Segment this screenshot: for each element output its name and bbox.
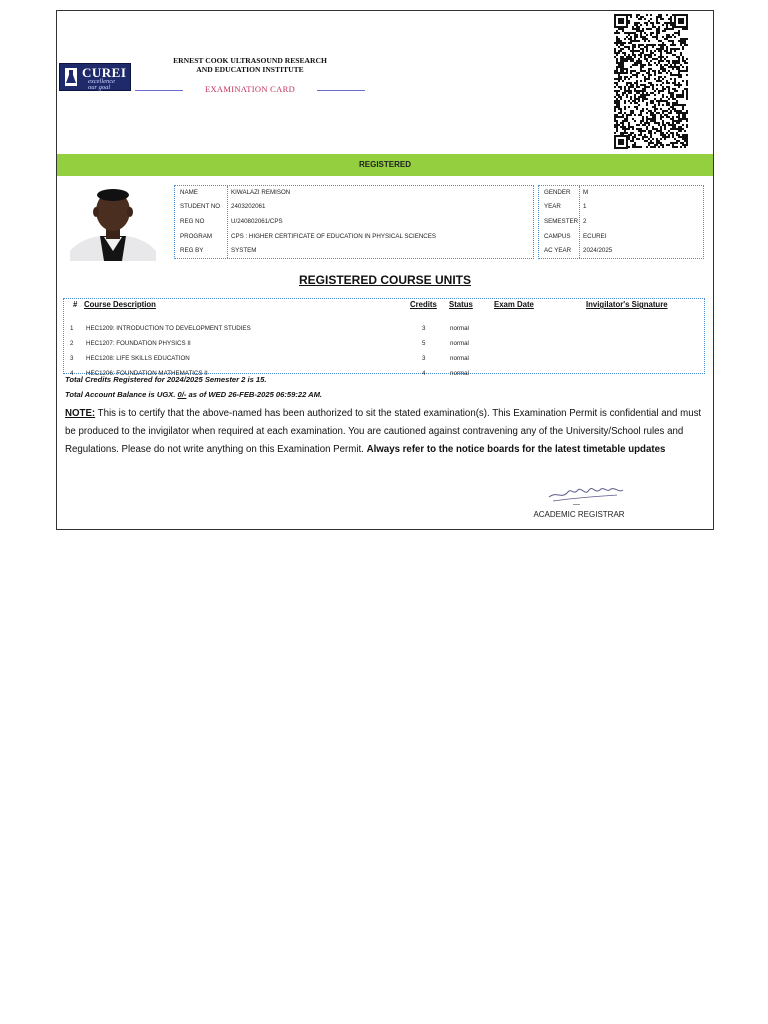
row-number: 3 <box>70 355 74 362</box>
info-row-reg-by <box>175 244 533 257</box>
col-header-exam-date: Exam Date <box>494 300 534 309</box>
info-label: REG NO <box>180 218 205 225</box>
ecurei-logo <box>59 63 131 91</box>
student-info-right <box>538 185 704 259</box>
institute-line-1: ERNEST COOK ULTRASOUND RESEARCH <box>173 56 327 65</box>
course-status: normal <box>450 325 469 332</box>
card-title: EXAMINATION CARD <box>204 84 296 94</box>
institute-line-2: AND EDUCATION INSTITUTE <box>196 65 304 74</box>
course-description: HEC1207: FOUNDATION PHYSICS II <box>86 340 191 347</box>
col-header-credits: Credits <box>410 300 437 309</box>
registrar-label: ACADEMIC REGISTRAR <box>533 510 625 519</box>
row-number: 1 <box>70 325 74 332</box>
account-balance <box>65 390 322 399</box>
info-row-name <box>175 186 533 199</box>
course-status: normal <box>450 340 469 347</box>
table-row <box>64 355 704 369</box>
permit-note <box>65 405 705 458</box>
gender-value: M <box>583 189 589 196</box>
student-number: 2403202061 <box>231 203 266 210</box>
info-label: YEAR <box>544 203 561 210</box>
info-label: NAME <box>180 189 198 196</box>
info-row-campus <box>539 230 703 243</box>
course-status: normal <box>450 370 469 377</box>
course-credits: 3 <box>422 355 426 362</box>
note-label: NOTE: <box>65 408 96 419</box>
balance-suffix: as of WED 26-FEB-2025 06:59:22 AM. <box>188 390 323 399</box>
flask-icon <box>65 68 77 86</box>
semester-value: 2 <box>583 218 587 225</box>
logo-tagline-2: our goal <box>88 84 111 91</box>
table-row <box>64 325 704 339</box>
course-status: normal <box>450 355 469 362</box>
course-credits: 4 <box>422 370 426 377</box>
signature-dash: — <box>573 501 580 508</box>
courses-table <box>63 298 705 377</box>
campus-value: ECUREI <box>583 233 607 240</box>
col-header-description: Course Description <box>84 300 156 309</box>
registrar-signature <box>547 481 627 503</box>
registered-by: SYSTEM <box>231 247 257 254</box>
info-row-gender <box>539 186 703 199</box>
examination-card <box>56 10 714 530</box>
col-header-signature: Invigilator's Signature <box>586 300 668 309</box>
row-number: 2 <box>70 340 74 347</box>
registration-number: U/240802061/CPS <box>231 218 283 225</box>
student-photo <box>70 181 156 261</box>
logo-tagline-1: excellence <box>88 78 116 85</box>
course-credits: 3 <box>422 325 426 332</box>
info-label: PROGRAM <box>180 233 212 240</box>
info-row-semester <box>539 215 703 228</box>
note-body: This is to certify that the above-named has been authorized to sit the stated examination(s). This Examination Permit is confidential and must be produced to the invigilator when required at each examination. You are cautioned against contravening any of the University/School rules and Regulations. Please do not write anything on this Examination Permit. <box>65 408 702 455</box>
note-emphasis: Always refer to the notice boards for the latest timetable updates <box>366 443 666 455</box>
info-label: STUDENT NO <box>180 203 221 210</box>
row-number: 4 <box>70 370 74 377</box>
course-description: HEC1206: FOUNDATION MATHEMATICS II <box>86 370 208 377</box>
balance-amount: 0/- <box>177 390 187 399</box>
student-name: KIWALAZI REMISON <box>231 189 291 196</box>
info-label: AC YEAR <box>544 247 572 254</box>
col-header-number: # <box>73 300 78 309</box>
courses-title: REGISTERED COURSE UNITS <box>298 273 472 287</box>
info-row-reg-no <box>175 215 533 228</box>
title-rule-right <box>317 90 365 91</box>
course-description: HEC1209: INTRODUCTION TO DEVELOPMENT STUDIES <box>86 325 251 332</box>
info-row-year <box>539 200 703 213</box>
info-row-ac-year <box>539 244 703 257</box>
course-credits: 5 <box>422 340 426 347</box>
institute-name <box>135 56 365 74</box>
info-label: GENDER <box>544 189 571 196</box>
status-banner: REGISTERED <box>57 154 713 176</box>
info-row-student-no <box>175 200 533 213</box>
qr-code-icon <box>614 14 688 149</box>
student-info-left <box>174 185 534 259</box>
course-description: HEC1208: LIFE SKILLS EDUCATION <box>86 355 190 362</box>
total-credits: Total Credits Registered for 2024/2025 Semester 2 is 15. <box>65 375 267 384</box>
table-row <box>64 340 704 354</box>
col-header-status: Status <box>449 300 473 309</box>
info-label: REG BY <box>180 247 204 254</box>
info-row-program <box>175 230 533 243</box>
year-value: 1 <box>583 203 587 210</box>
logo-brand: CUREI <box>82 65 127 80</box>
balance-prefix: Total Account Balance is UGX. <box>65 390 176 399</box>
program-name: CPS : HIGHER CERTIFICATE OF EDUCATION IN PHYSICAL SCIENCES <box>231 233 437 240</box>
info-label: CAMPUS <box>544 233 571 240</box>
card-title-block <box>135 84 365 96</box>
academic-year-value: 2024/2025 <box>583 247 613 254</box>
info-label: SEMESTER <box>544 218 579 225</box>
